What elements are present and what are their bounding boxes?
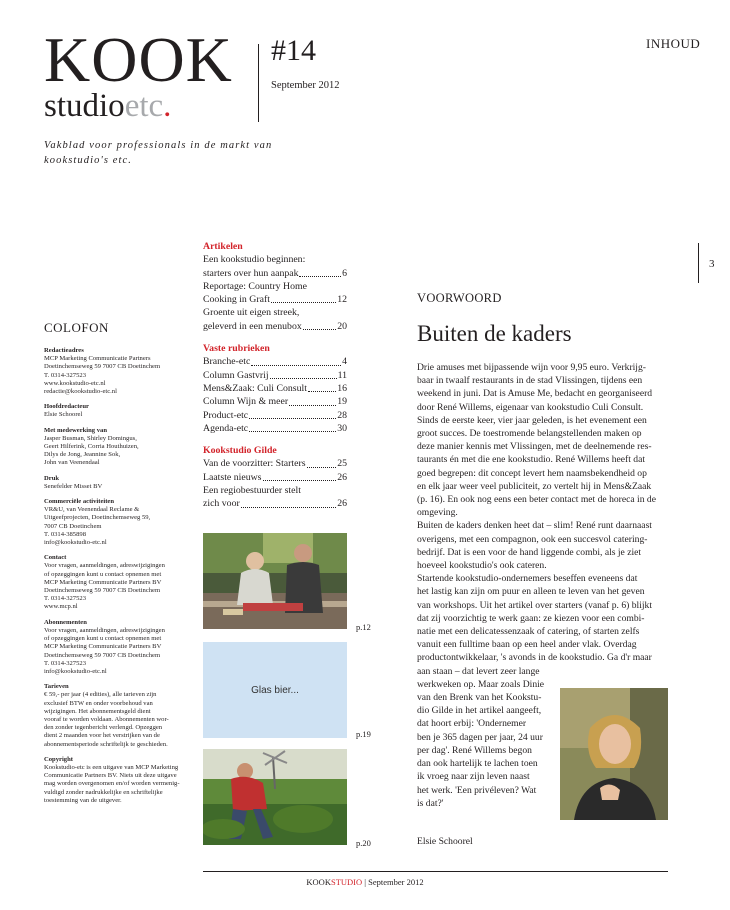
issue-number: #14	[271, 34, 316, 67]
toc-entry-page: 11	[337, 369, 347, 381]
article-line: dat zij voorzichtig te werk gaan: ze kiezen voor een combi-	[417, 612, 645, 624]
toc-entry[interactable]	[203, 422, 347, 435]
inhoud-link[interactable]: INHOUD	[646, 36, 701, 51]
toc-entry[interactable]	[203, 355, 347, 368]
colofon-heading: Hoofdredacteur	[44, 403, 89, 411]
colofon-heading: Contact	[44, 554, 67, 562]
toc-entry-title: Column Gastvrij	[203, 369, 269, 381]
page-number: 3	[709, 258, 715, 270]
photo-kitchen-workshop	[203, 533, 347, 629]
toc-leader	[271, 302, 336, 303]
footer-separator: |	[362, 877, 369, 887]
footer-rule	[203, 871, 668, 872]
photo-ref-p20: p.20	[356, 838, 371, 848]
colofon-line: wijzigingen. Het abonnementsgeld dient	[44, 707, 151, 715]
article-line: ben je 365 dagen per jaar, 24 uur	[417, 731, 543, 743]
article-line: omgeving.	[417, 507, 458, 519]
colofon-line: dient 2 maanden voor het verstrijken van de	[44, 732, 160, 740]
footer-studio: STUDIO	[330, 877, 363, 887]
article-line: het lastig kan zijn om puur en alleen te leven van het geven	[417, 586, 645, 598]
footer-kook: KOOK	[306, 877, 331, 887]
logo-studio	[44, 90, 171, 123]
colofon-block	[44, 403, 194, 419]
article-line: dio Gilde in het artikel aangeeft,	[417, 705, 542, 717]
article-line: is dat?'	[417, 797, 444, 809]
colofon-line: vuldigd zonder nadrukkelijke en schriftelijke	[44, 788, 163, 796]
article-line: aan staan – dat levert zeer lange	[417, 665, 540, 677]
colofon-line: MCP Marketing Communicatie Partners BV	[44, 643, 162, 651]
article-line: Sinds de eerste keer, vier jaar geleden, is het evenement een	[417, 414, 647, 426]
colofon-line: mag worden overgenomen en/of worden vermenig-	[44, 780, 180, 788]
article-line: weekend in juni. Dat is Amuse Me, bedacht en georganiseerd	[417, 388, 653, 400]
colofon-title: COLOFON	[44, 320, 109, 335]
toc-entry-page: 20	[337, 320, 347, 332]
toc-entry-title: starters over hun aanpak	[203, 267, 299, 279]
voorwoord-label: VOORWOORD	[417, 291, 502, 305]
placeholder-text: Glas bier...	[251, 684, 299, 696]
footer	[0, 877, 730, 887]
colofon-heading: Commerciële activiteiten	[44, 498, 114, 506]
article-line: deze manier kennis met Vlissingen, met de deelnemende res-	[417, 441, 652, 453]
article-line: groot succes. De toestromende belangstellenden maken op	[417, 428, 642, 440]
colofon-line: exclusief BTW en onder voorbehoud van	[44, 699, 153, 707]
toc-entry-page: 19	[337, 396, 347, 408]
colofon-line: T. 0314-327523	[44, 659, 86, 667]
colofon-line: abonnementsperiode schriftelijk te geschieden.	[44, 740, 168, 748]
toc-leader	[263, 480, 337, 481]
article-line: bedrijf. Dat is een voor de hand liggende combi, als je ziet	[417, 546, 642, 558]
article-line: Buiten de kaders denken heet dat – slim! René runt daarnaast	[417, 520, 652, 532]
colofon-line: of opzeggingen kunt u contact opnemen met	[44, 570, 162, 578]
colofon-heading: Copyright	[44, 755, 73, 763]
colofon-line: Kookstudio-etc is een uitgave van MCP Marketing	[44, 763, 179, 771]
toc-entry[interactable]	[203, 382, 347, 395]
colofon-line: www.mcp.nl	[44, 603, 78, 611]
toc-entry-title: geleverd in een menubox	[203, 320, 302, 332]
toc-entry-page: 12	[337, 294, 347, 306]
colofon-line: Elsie Schoorel	[44, 411, 83, 419]
toc-entry[interactable]	[203, 484, 347, 511]
colofon-line: www.kookstudio-etc.nl	[44, 379, 106, 387]
colofon-line: John van Veenendaal	[44, 459, 100, 467]
article-line: Startende kookstudio-ondernemers beseffen eveneens dat	[417, 573, 638, 585]
toc-entry-page: 28	[337, 409, 347, 421]
colofon-block	[44, 347, 194, 396]
toc-entry-page: 6	[342, 267, 347, 279]
signature: Elsie Schoorel	[417, 836, 473, 847]
toc-leader	[249, 431, 336, 432]
logo-kook: KOOK	[44, 24, 233, 95]
colofon-heading: Met medewerking van	[44, 426, 107, 434]
article-line: dat hoort erbij: 'Ondernemer	[417, 718, 527, 730]
article-line: werkweken op. Maar zoals Dinie	[417, 678, 545, 690]
toc-section-title: Artikelen	[203, 241, 243, 252]
article-line: goed begrepen: dit concept levert hem naamsbekendheid op	[417, 467, 647, 479]
toc-leader	[299, 276, 341, 277]
toc-entry-title: Mens&Zaak: Culi Consult	[203, 382, 307, 394]
colofon-line: Senefelder Misset BV	[44, 482, 103, 490]
toc-entry-title: Product-etc	[203, 409, 249, 421]
voorwoord-title: Buiten de kaders	[417, 321, 572, 346]
toc-entry[interactable]	[203, 395, 347, 408]
colofon-block	[44, 756, 194, 805]
toc-entry-page: 26	[337, 498, 347, 510]
toc-entry-page: 4	[342, 356, 347, 368]
photo-elsie-schoorel	[560, 688, 668, 820]
colofon-block	[44, 475, 194, 491]
colofon-line: T. 0314-385898	[44, 530, 86, 538]
toc-entry-line: Groente uit eigen streek,	[203, 307, 300, 319]
masthead-divider	[258, 44, 259, 122]
colofon-line: redactie@kookstudio-etc.nl	[44, 388, 117, 396]
article-line: taurants én met die ene kookstudio. René Willems heeft dat	[417, 454, 646, 466]
toc-entry-title: Branche-etc	[203, 356, 251, 368]
colofon-line: Voor vragen, aanmeldingen, adreswijzigingen	[44, 562, 165, 570]
toc-entry-title: Laatste nieuws	[203, 471, 262, 483]
logo-dot: .	[163, 88, 172, 124]
toc-leader	[303, 329, 336, 330]
article-line: en elk jaar weer veel publiciteit, zo vertelt hij in Mens&Zaak	[417, 480, 652, 492]
colofon-line: of opzeggingen kunt u contact opnemen met	[44, 635, 162, 643]
colofon-block	[44, 498, 194, 547]
toc-leader	[251, 365, 341, 366]
article-line: ik vroeg naar zijn leven naast	[417, 771, 530, 783]
colofon-line: 7007 CB Doetinchem	[44, 522, 102, 530]
colofon-line: € 59,- per jaar (4 edities), alle tarieven zijn	[44, 691, 157, 699]
article-line: productontwikkelaar, 's avonds in de kookstudio. Ga d'r maar	[417, 652, 652, 664]
colofon-block	[44, 554, 194, 611]
article-line: overigens, met een compagnon, ook een succesvol catering-	[417, 533, 648, 545]
article-line: per dag'. René Willems begon	[417, 744, 532, 756]
toc-entry-title: Cooking in Graft	[203, 294, 270, 306]
colofon-line: Doetinchemseweg 59 7007 CB Doetinchem	[44, 363, 161, 371]
article-line: door René Willems, eigenaar van kookstudio Culi Consult.	[417, 401, 644, 413]
colofon-line: Doetinchemseweg 59 7007 CB Doetinchem	[44, 651, 161, 659]
toc-entry-title: zich voor	[203, 498, 240, 510]
colofon-line: info@kookstudio-etc.nl	[44, 539, 107, 547]
tagline: Vakblad voor professionals in de markt van kookstudio's etc.	[44, 140, 273, 166]
photo-ref-p12: p.12	[356, 622, 371, 632]
article-line: dan ook hartelijk te lachen toen	[417, 758, 538, 770]
article-line: vanuit een fulltime baan op een heel ander vlak. Overdag	[417, 639, 637, 651]
toc-entry-title: Column Wijn & meer	[203, 396, 289, 408]
colofon-line: den zonder tegenbericht verlengd. Opzeggen	[44, 724, 163, 732]
article-line: van den Brenk van het Kookstu-	[417, 692, 542, 704]
toc-entry-line: Een regiobestuurder stelt	[203, 485, 301, 497]
photo-ref-p19: p.19	[356, 729, 371, 739]
colofon-line: Uitgeefprojecten, Doetinchemseweg 59,	[44, 514, 151, 522]
logo-etc: etc	[124, 88, 164, 124]
colofon-block	[44, 683, 194, 749]
toc-entry[interactable]	[203, 409, 347, 422]
colofon-heading: Abonnementen	[44, 618, 87, 626]
toc-entry-title: Van de voorzitter: Starters	[203, 458, 306, 470]
colofon-line: Voor vragen, aanmeldingen, adreswijzigingen	[44, 626, 165, 634]
toc-entry-line: Reportage: Country Home	[203, 280, 307, 292]
photo-vegetable-garden	[203, 749, 347, 845]
colofon-line: Communicatie Partners BV. Niets uit deze uitgave	[44, 772, 177, 780]
colofon-line: Dilys de Jong, Jeannine Sok,	[44, 451, 121, 459]
toc-entry-line: Een kookstudio beginnen:	[203, 254, 306, 266]
colofon-block	[44, 427, 194, 468]
toc-entry[interactable]	[203, 369, 347, 382]
colofon-line: Geert Hilferink, Corria Houthuizen,	[44, 443, 139, 451]
colofon-line: T. 0314-327523	[44, 595, 86, 603]
colofon-block	[44, 619, 194, 676]
table-of-contents	[203, 240, 347, 511]
colofon-heading: Redactieadres	[44, 347, 84, 354]
toc-leader	[241, 507, 336, 508]
page-number-rule	[698, 243, 699, 283]
colofon-line: T. 0314-327523	[44, 371, 86, 379]
toc-entry-title: Agenda-etc	[203, 422, 249, 434]
issue-date: September 2012	[271, 80, 340, 91]
toc-leader	[289, 405, 336, 406]
colofon-line: toestemming van de uitgever.	[44, 796, 122, 804]
article-line: hoeveel kookstudio's ook cateren.	[417, 560, 547, 572]
toc-leader	[307, 467, 337, 468]
toc-entry[interactable]	[203, 280, 347, 307]
colofon-body	[44, 347, 194, 812]
toc-entry[interactable]	[203, 471, 347, 484]
article-line: (p. 16). En ook nog eens een beter contact met de horeca in de	[417, 494, 656, 506]
toc-section-title: Vaste rubrieken	[203, 343, 270, 355]
toc-leader	[270, 378, 337, 379]
toc-entry-page: 30	[337, 422, 347, 434]
colofon-line: MCP Marketing Communicatie Partners BV	[44, 578, 162, 586]
toc-entry[interactable]	[203, 306, 347, 333]
logo-studio-word: studio	[44, 88, 125, 124]
article-line: Drie amuses met bijpassende wijn voor 9,95 euro. Verkrijg-	[417, 362, 646, 373]
footer-date: September 2012	[368, 877, 424, 887]
colofon-line: vooraf te worden voldaan. Abonnementen wor-	[44, 715, 169, 723]
colofon-line: Doetinchemseweg 59 7007 CB Doetinchem	[44, 587, 161, 595]
toc-leader	[308, 391, 336, 392]
toc-entry[interactable]	[203, 457, 347, 470]
colofon-line: MCP Marketing Communicatie Partners	[44, 355, 151, 363]
article-line: van workshops. Uit het artikel over starters (vanaf p. 6) blijkt	[417, 599, 652, 611]
colofon-line: VR&U, van Veenendaal Reclame &	[44, 506, 140, 514]
article-line: natie met een delicatessenzaak of catering, of starten zelfs	[417, 626, 640, 638]
toc-section-title: Kookstudio Gilde	[203, 445, 277, 457]
toc-entry-page: 25	[337, 458, 347, 470]
colofon-heading: Tarieven	[44, 683, 69, 691]
colofon-line: info@kookstudio-etc.nl	[44, 667, 107, 675]
image-placeholder	[203, 642, 347, 738]
toc-entry-page: 16	[337, 382, 347, 394]
toc-leader	[249, 418, 336, 419]
colofon-line: Jasper Busman, Shirley Domingus,	[44, 434, 137, 442]
article-line: baar in twaalf restaurants in de stad Vlissingen, tijdens een	[417, 375, 643, 387]
toc-entry[interactable]	[203, 253, 347, 280]
article-line: het werk. 'Een privéleven? Wat	[417, 784, 537, 796]
colofon-heading: Druk	[44, 474, 60, 482]
toc-entry-page: 26	[337, 471, 347, 483]
